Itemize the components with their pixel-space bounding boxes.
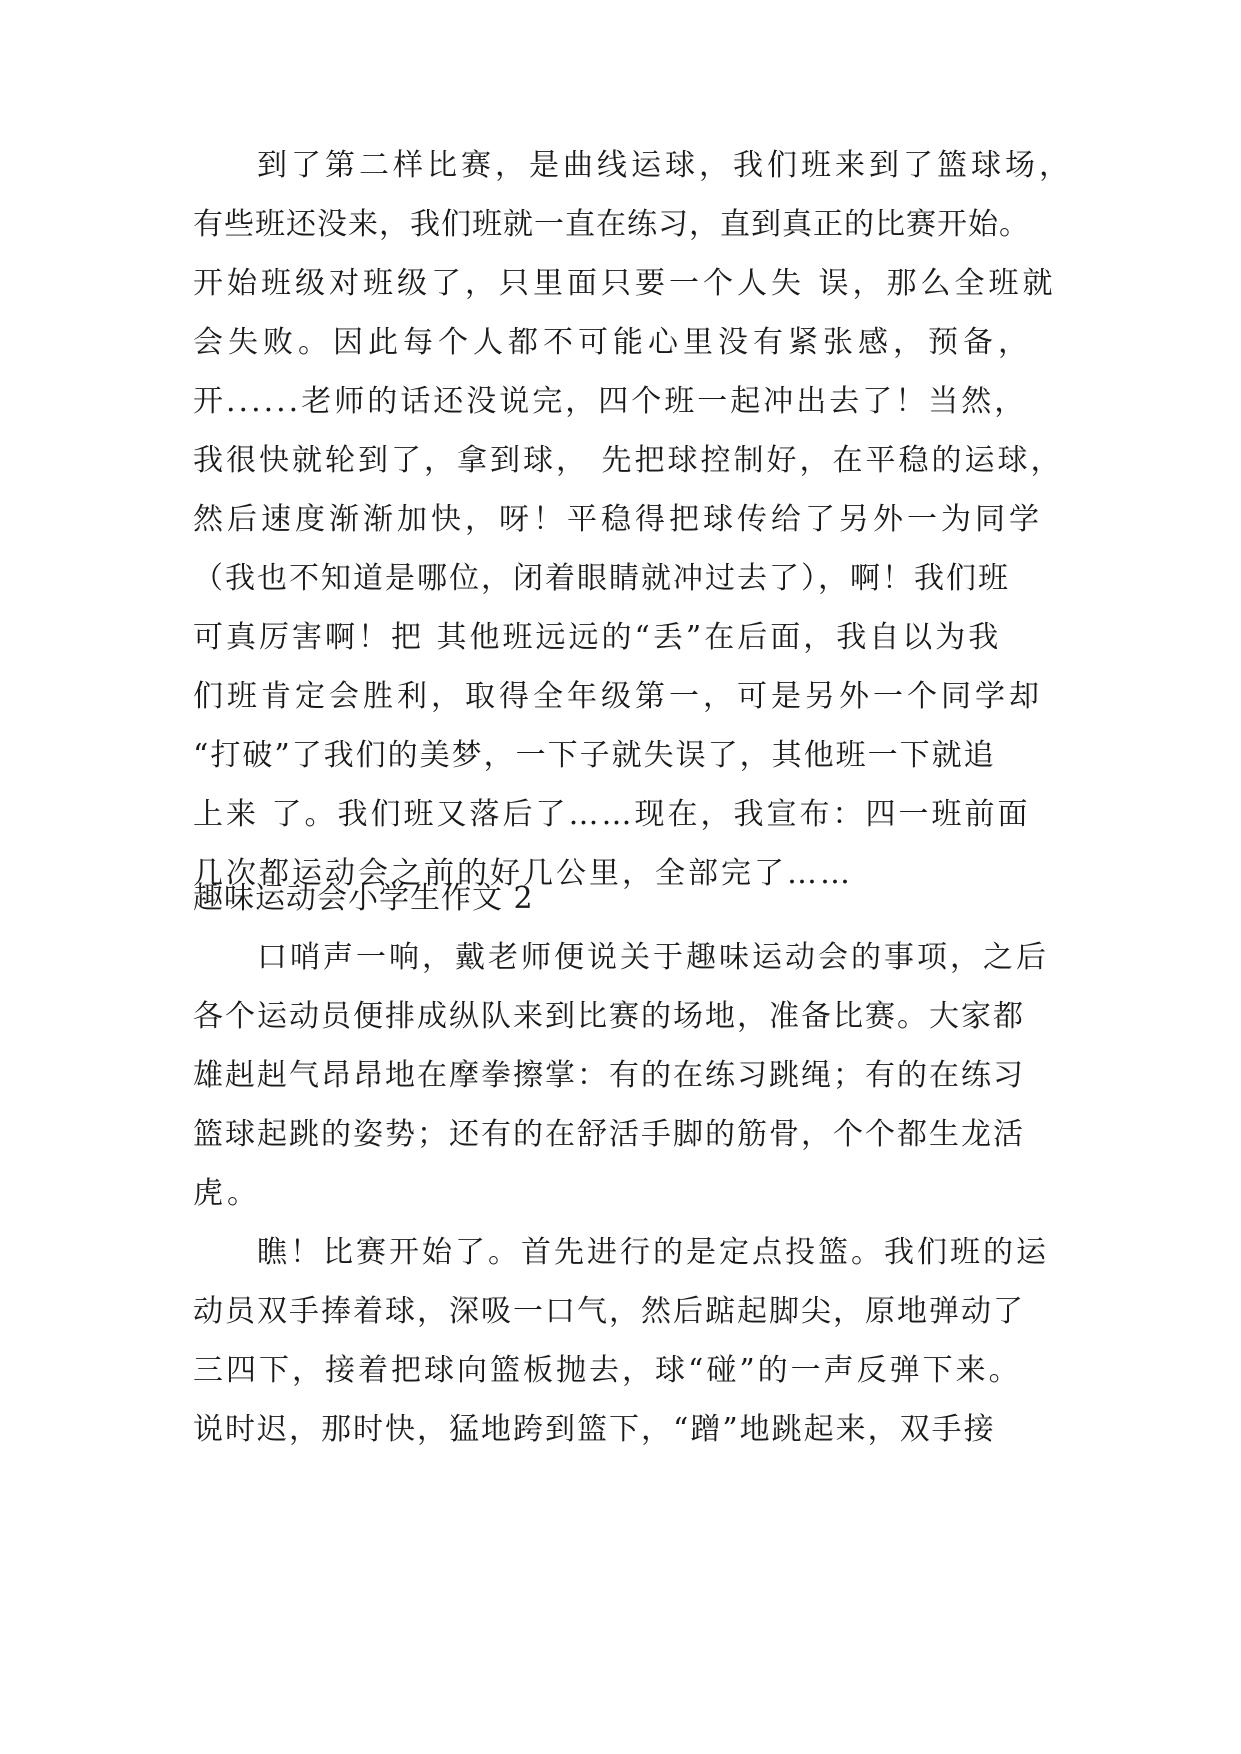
text-line: 们班肯定会胜利，取得全年级第一，可是另外一个同学却 <box>193 679 1043 714</box>
paragraph <box>193 1223 1073 1459</box>
text-line: 到了第二样比赛，是曲线运球，我们班来到了篮球场， <box>257 148 1073 183</box>
text-line: “打破”了我们的美梦，一下子就失误了，其他班一下就追 <box>193 738 996 773</box>
text-line: （我也不知道是哪位，闭着眼睛就冲过去了），啊！我们班 <box>193 561 1010 596</box>
text-line: 开......老师的话还没说完，四个班一起冲出去了！当然， <box>193 384 1028 419</box>
text-line: 会失败。因此每个人都不可能心里没有紧张感，预备， <box>193 325 1033 360</box>
essay-section-1 <box>193 136 1073 903</box>
text-line: 几次都运动会之前的好几公里，全部完了…… <box>193 856 853 891</box>
text-line: 有些班还没来，我们班就一直在练习，直到真正的比赛开始。 <box>193 207 1030 242</box>
essay-section-2 <box>193 869 1073 1459</box>
text-line: 雄赳赳气昂昂地在摩拳擦掌：有的在练习跳绳；有的在练习 <box>193 1058 1025 1093</box>
text-line: 动员双手捧着球，深吸一口气，然后踮起脚尖，原地弹动了 <box>193 1294 1025 1329</box>
text-line: 可真厉害啊！把 其他班远远的“丢”在后面，我自以为我 <box>193 620 1002 655</box>
text-line: 说时迟，那时快，猛地跨到篮下，“蹭”地跳起来，双手接 <box>193 1412 996 1447</box>
text-line: 开始班级对班级了，只里面只要一个人失 误，那么全班就 <box>193 266 1057 301</box>
text-line: 虎。 <box>193 1176 261 1211</box>
essay-title: 趣味运动会小学生作文 2 <box>193 881 534 916</box>
text-line: 三四下，接着把球向篮板抛去，球“碰”的一声反弹下来。 <box>193 1353 1022 1388</box>
text-line: 然后速度渐渐加快，呀！平稳得把球传给了另外一为同学 <box>193 502 1043 537</box>
paragraph <box>193 928 1073 1223</box>
text-line: 我很快就轮到了，拿到球， 先把球控制好，在平稳的运球， <box>193 443 1064 478</box>
text-line: 各个运动员便排成纵队来到比赛的场地，准备比赛。大家都 <box>193 999 1025 1034</box>
text-line: 口哨声一响，戴老师便说关于趣味运动会的事项，之后 <box>257 940 1049 975</box>
text-line: 篮球起跳的姿势；还有的在舒活手脚的筋骨，个个都生龙活 <box>193 1117 1025 1152</box>
text-line: 上来 了。我们班又落后了……现在，我宣布：四一班前面 <box>193 797 1031 832</box>
text-line: 瞧！比赛开始了。首先进行的是定点投篮。我们班的运 <box>257 1235 1049 1270</box>
